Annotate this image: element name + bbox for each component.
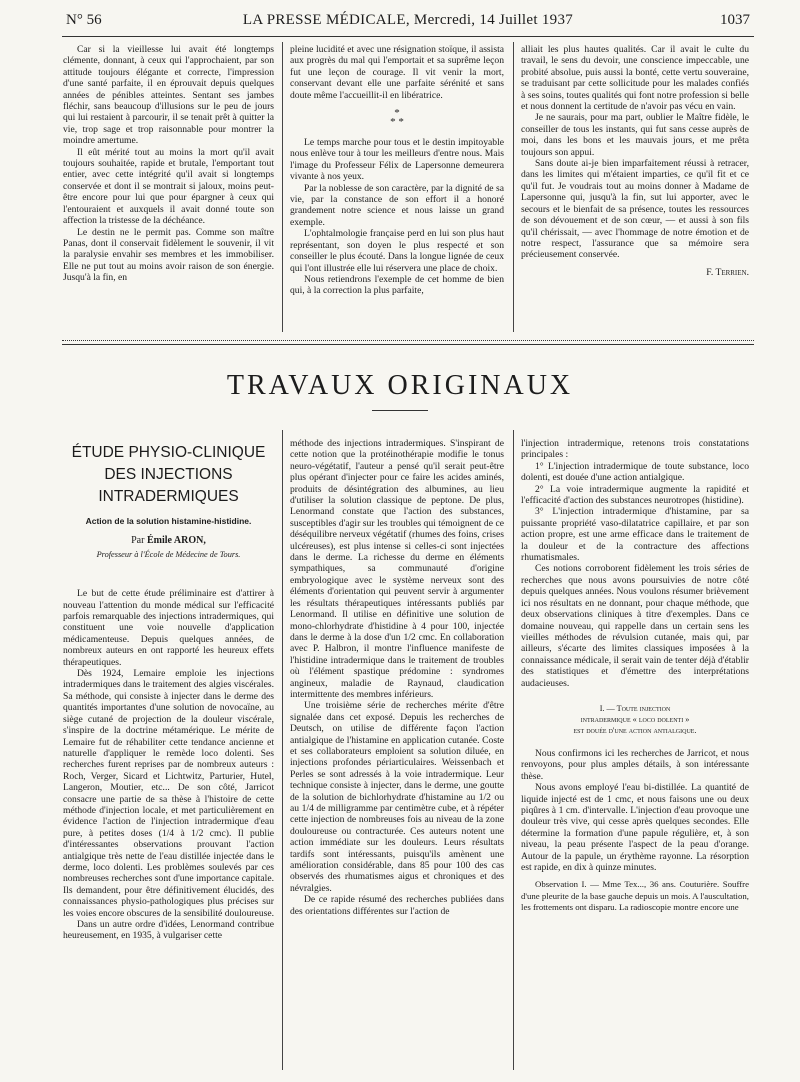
column-divider [513, 430, 514, 1070]
section-rule [62, 344, 754, 345]
observation-paragraph: Observation I. — Mme Tex..., 36 ans. Couturière. Souffre d'une pleurite de la base gauche depuis un mois. A l'auscultation, les frottements ont disparu. La radioscopie montre encore une [521, 879, 749, 913]
article-title [63, 442, 274, 508]
paragraph: Une troisième série de recherches mérite d'être signalée dans cet exposé. Depuis les recherches de Deutsch, on utilise de différente façon l'action antialgique de l'histamine en application cutanée. Coste et ses collaborateurs emploient sa solution diluée, en injections profondes périarticulaires. Weissenbach et Perles se sont adressés à la voie intradermique. Leur technique consiste à injecter, dans le derme, une goutte de la solution de bichlorhydrate d'histamine au 1/2 ou au 1/4 de milligramme par centimètre cube, et à répéter cette injection de nombreuses fois au niveau de la zone douloureuse ou contracturée. Ces auteurs notent une action immédiate sur les douleurs. Leurs résultats tardifs sont intéressants, puisqu'ils amènent une amélioration considérable, dans 85 pour 100 des cas observés des rhumatismes aigus et chroniques et des névralgies. [290, 700, 504, 894]
paragraph: Dans un autre ordre d'idées, Lenormand contribue heureusement, en 1935, à vulgariser cette [63, 919, 274, 942]
paragraph: De ce rapide résumé des recherches publiées dans des orientations différentes sur l'action de [290, 894, 504, 917]
column-divider [282, 430, 283, 1070]
title-line: INTRADERMIQUES [98, 488, 239, 505]
section-heading [521, 703, 749, 736]
paragraph: Le destin ne le permit pas. Comme son maître Panas, dont il conservait fidèlement le souvenir, il vit la paralysie envahir ses membres et les immobiliser. Elle ne put tout au moins avoir raison de son énergie. Jusqu'à la fin, en [63, 226, 274, 284]
paragraph: pleine lucidité et avec une résignation stoïque, il assista aux progrès du mal qui l'emportait et sa suprême leçon fut une leçon de courage. Il vit venir la mort, conservant devant elle une parfaite sérénité et sans doute même l'accueillit-il en libératrice. [290, 44, 504, 101]
author-line [63, 535, 274, 546]
header-rule [62, 36, 754, 37]
paragraph: Car si la vieillesse lui avait été longtemps clémente, donnant, à ceux qui l'approchaient, par son attitude toujours élégante et correcte, l'impression d'une santé parfaite, il en éprouvait depuis quelques années de pénibles atteintes. Sentant ses jambes fléchir, sans beaucoup d'illusions sur le peu de jours qui lui restaient à parcourir, il se tenait prêt à quitter la vie, trop sage et trop raisonnable pour montrer la moindre amertume. [63, 44, 274, 147]
paragraph: Le temps marche pour tous et le destin impitoyable nous enlève tour à tour les meilleurs d'entre nous. Mais l'image du Professeur Félix de Lapersonne demeurera vivante à nos yeux. [290, 137, 504, 183]
paragraph: L'ophtalmologie française perd en lui son plus haut représentant, son doyen le plus respecté et son conseiller le plus écouté. Dans la longue lignée de ceux qui l'ont illustrée elle lui réservera une place de choix. [290, 228, 504, 274]
paragraph: alliait les plus hautes qualités. Car il avait le culte du travail, le sens du devoir, une conscience impeccable, une probité absolue, puis aussi la bonté, cette vertu souveraine, se traduisant par cette sollicitude pour les malades confiés à ses soins, toutes qualités qui font notre profession si belle et nous donnent la certitude de n'avoir pas vécu en vain. [521, 44, 749, 113]
paragraph: Nous avons employé l'eau bi-distillée. La quantité de liquide injecté est de 1 cmc, et nous faisons une ou deux piqûres à 1 cm. d'intervalle. L'injection d'eau provoque une douleur très vive, qui cesse après quelques secondes. Elle détermine la formation d'une papule régulière, et, à son niveau, la peau présente l'aspect de la peau d'orange. Autour de la papule, un érythème rayonne. La résorption est rapide, en dix à quinze minutes. [521, 782, 749, 873]
article-subtitle: Action de la solution histamine-histidine. [85, 516, 252, 526]
obituary-column-2 [290, 44, 504, 297]
section-stars: * * * [390, 107, 404, 129]
list-item: 3° L'injection intradermique d'histamine, par sa puissante propriété vaso-dilatatrice capillaire, et par son action propre, est une arme efficace dans le traitement de la douleur et de la contracture des affections rhumatismales. [521, 506, 749, 564]
paragraph: Le but de cette étude préliminaire est d'attirer à nouveau l'attention du monde médical sur l'efficacité parfois remarquable des injections intradermiques, qui constituent une voie nouvelle d'application médicamenteuse. Depuis quelques années, de nombreux auteurs en ont rapporté les heureux effets thérapeutiques. [63, 588, 274, 668]
heading-line: intradermique « loco dolenti » [580, 714, 690, 724]
paragraph: Il eût mérité tout au moins la mort qu'il avait toujours souhaitée, rapide et brutale, l'emportant tout entier, avec cette intégrité qu'il avait si longtemps conservée et dont il se montrait si jaloux, moins peut-être encore pour lui que pour épargner à ceux qui l'entouraient et auxquels il avait donné toute son affection la tristesse de la déchéance. [63, 146, 274, 227]
title-underline [372, 410, 428, 411]
heading-line: est douée d'une action antialgique. [573, 725, 697, 735]
paragraph: Sans doute ai-je bien imparfaitement réussi à retracer, dans les limites qui m'étaient imparties, ce qu'il fit et ce qu'il fut. Je voudrais tout au moins donner à Madame de Lapersonne qui, jusqu'à la fin, sut lui apporter, avec le secours et le bienfait de sa présence, toutes les ressources de son dévouement et de son cœur, — et aussi à son fils qu'il chérissait, — avec l'hommage de notre émotion et de notre respect, l'assurance que sa mémoire sera précieusement conservée. [521, 158, 749, 261]
signature: F. Terrien. [706, 266, 749, 278]
article-column-3 [521, 438, 749, 914]
heading-line: I. — Toute injection [599, 703, 671, 713]
paragraph: Par la noblesse de son caractère, par la dignité de sa vie, par la constance de son effort il a honoré grandement notre science et nous laisse un grand exemple. [290, 182, 504, 228]
paragraph: méthode des injections intradermiques. S'inspirant de cette notion que la protéinothérapie modifie le tonus neuro-végétatif, l'auteur a pensé qu'il serait peut-être plus opérant d'injecter pour ce faire les acides aminés, produits de désintégration des albumines, au lieu d'utiliser la solution classique de peptone. De plus, Lenormand constate que l'action des substances, susceptibles d'agir sur les troubles qui témoignent de ce déséquilibre nerveux végétatif (rhumes des foins, crises ulcéreuses), est plus intense si celles-ci sont injectées dans le derme. La richesse du derme en éléments sympathiques, sa communauté d'origine embryologique avec le système nerveux sont des éléments d'orientation qui peuvent servir à argumenter les résultats thérapeutiques intéressants publiés par Lenormand. Il utilise en définitive une solution de mono-chlorhydrate d'histidine à 4 pour 100, injectée dans le derme à la dose d'un 1/2 cmc. En collaboration avec P. Halbron, il montre l'influence manifeste de l'histidine intradermique dans le traitement de troubles où l'élément spastique prédomine : syndromes angineux, maladie de Raynaud, claudication intermittente des membres inférieurs. [290, 438, 504, 700]
author-name: Émile ARON, [146, 535, 206, 547]
title-line: ÉTUDE PHYSIO-CLINIQUE [71, 444, 266, 461]
section-rule [62, 340, 754, 341]
issue-number: N° 56 [66, 12, 102, 28]
article-column-1 [63, 438, 274, 942]
author-affiliation: Professeur à l'École de Médecine de Tours. [96, 549, 241, 559]
author-prefix: Par [131, 535, 145, 547]
list-item: 1° L'injection intradermique de toute substance, loco dolenti, est douée d'une action antialgique. [521, 460, 749, 484]
paragraph: Nous confirmons ici les recherches de Jarricot, et nous renvoyons, pour plus amples détails, à son intéressante thèse. [521, 747, 749, 782]
article-column-2 [290, 438, 504, 917]
title-line: DES INJECTIONS [104, 466, 233, 483]
paragraph: Nous retiendrons l'exemple de cet homme de bien qui, à la correction la plus parfaite, [290, 273, 504, 297]
paragraph: Dès 1924, Lemaire emploie les injections intradermiques dans le traitement des algies viscérales. Sa méthode, qui consiste à injecter dans le derme des quantités importantes d'une solution de novocaïne, au siège cutané de projection de la douleur viscérale, s'inspire de la doctrine métamérique. Le mérite de Lemaire fut de réhabiliter cette tendance ancienne et naturelle d'appliquer le remède loco dolenti. Ses recherches furent reprises par de nombreux auteurs : Roch, Verger, Sicard et Lichtwitz, Parturier, Hutel, Langeron, Moutier, etc... De son côté, Jarricot consacre une partie de sa thèse à l'histoire de cette méthode d'injection locale, et met particulièrement en évidence l'action de l'injection intradermique d'eau pure, à petites doses (1/4 à 1/2 cmc). Il publie d'intéressantes observations prouvant l'action antialgique très nette de l'eau distillée injectée dans le derme, loco dolenti. Les problèmes soulevés par ces nombreuses recherches sont d'une importance capitale. Ils demandent, pour être définitivement élucidés, des connaissances physio-pathologiques plus précises sur les voies encore obscures de la sensibilité douloureuse. [63, 668, 275, 919]
running-header [66, 12, 750, 34]
section-title: TRAVAUX ORIGINAUX [226, 370, 574, 401]
column-divider [282, 42, 283, 332]
obituary-column-3 [521, 44, 749, 278]
column-divider [513, 42, 514, 332]
paragraph: Ces notions corroborent fidèlement les trois séries de recherches que nous avons poursuivies de notre côté depuis quelques années. Nous voulons résumer brièvement ici nos résultats en ne donnant, pour chaque méthode, que deux observations cliniques à titre d'exemples. Dans ce domaine nouveau, qui rappelle dans un certain sens les vieilles méthodes de révulsion cutanée, mais qui, par ailleurs, s'écarte des limites classiques imposées à la connaissance médicale, il serait vain de tenter déjà d'établir des statistiques et d'émettre des interprétations audacieuses. [521, 563, 749, 689]
obituary-column-1 [63, 44, 274, 284]
paragraph: Je ne saurais, pour ma part, oublier le Maître fidèle, le conseiller de tous les instants, qui fut sans cesse auprès de moi, dans les bons et les mauvais jours, et me prêta toujours son appui. [521, 112, 749, 158]
page-number: 1037 [720, 12, 750, 28]
paragraph: l'injection intradermique, retenons trois constatations principales : [521, 438, 749, 461]
list-item: 2° La voie intradermique augmente la rapidité et l'efficacité d'action des substances neurotropes (histidine). [521, 483, 749, 507]
journal-title: LA PRESSE MÉDICALE, Mercredi, 14 Juillet 1937 [242, 12, 574, 28]
